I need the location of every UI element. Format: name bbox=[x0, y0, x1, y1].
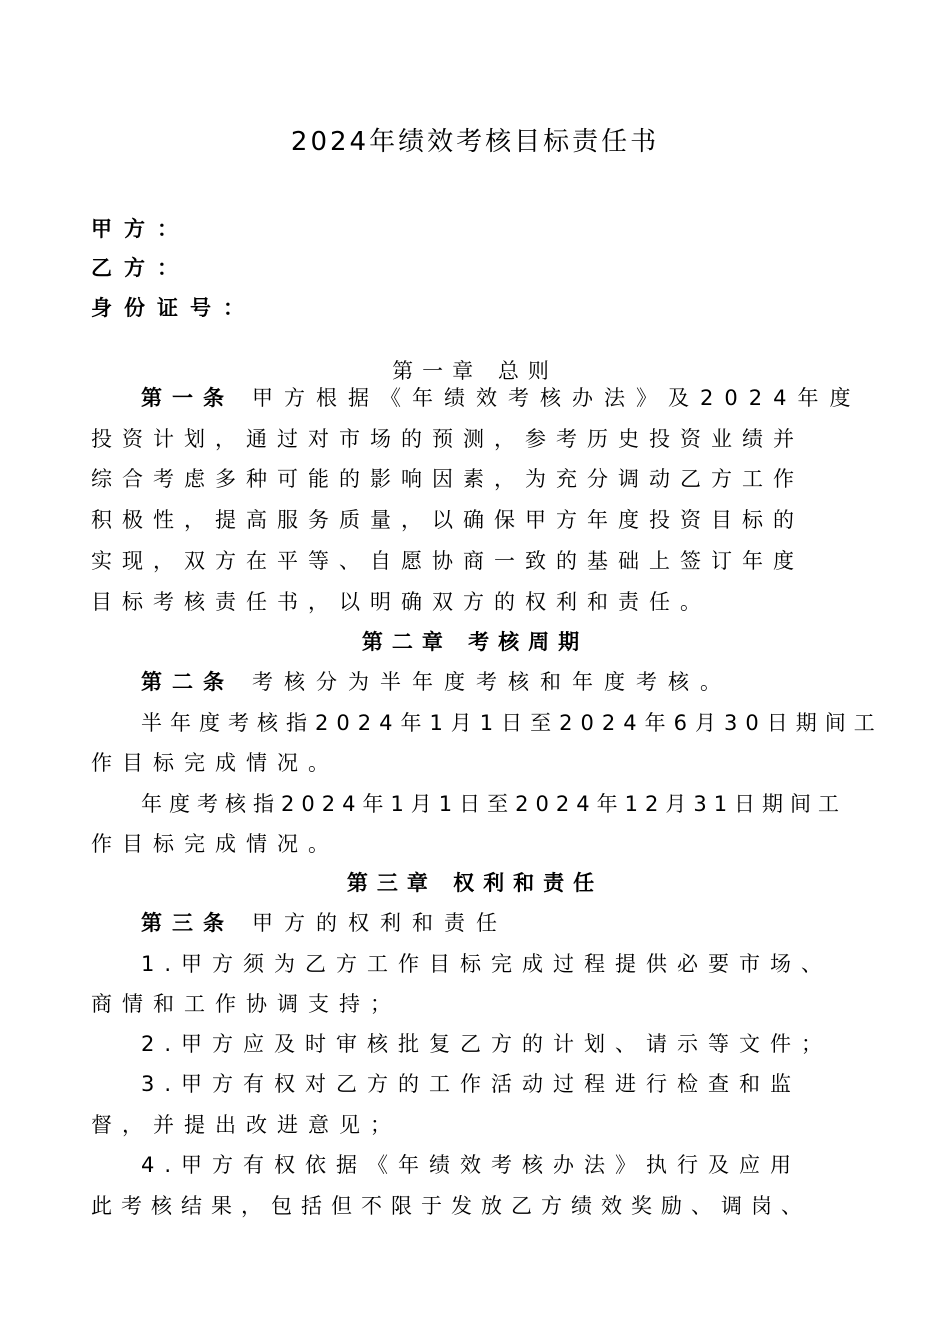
article3-line bbox=[141, 908, 508, 938]
chapter3-line: 3.甲方有权对乙方的工作活动过程进行检查和监 bbox=[141, 1072, 802, 1096]
chapter1-line: 目标考核责任书，以明确双方的权利和责任。 bbox=[91, 590, 711, 614]
article2-text: 考核分为半年度考核和年度考核。 bbox=[252, 670, 732, 694]
party-b-label: 乙方： bbox=[91, 256, 190, 280]
article2-line bbox=[141, 667, 732, 697]
chapter2-heading: 第二章 考核周期 bbox=[361, 630, 589, 654]
party-a-label: 甲方： bbox=[91, 217, 190, 241]
chapter3-heading: 第三章 权利和责任 bbox=[346, 871, 604, 895]
chapter3-line: 1.甲方须为乙方工作目标完成过程提供必要市场、 bbox=[141, 952, 833, 976]
article2-label: 第二条 bbox=[141, 670, 234, 694]
chapter3-line: 4.甲方有权依据《年绩效考核办法》执行及应用 bbox=[141, 1153, 802, 1177]
chapter1-heading: 第一章 总则 bbox=[392, 359, 558, 383]
article3-text: 甲方的权利和责任 bbox=[252, 911, 508, 935]
chapter1-line: 投资计划，通过对市场的预测，参考历史投资业绩并 bbox=[91, 427, 804, 451]
chapter2-line: 半年度考核指2024年1月1日至2024年6月30日期间工 bbox=[141, 711, 883, 735]
chapter2-line: 年度考核指2024年1月1日至2024年12月31日期间工 bbox=[141, 792, 847, 816]
chapter3-line: 督，并提出改进意见； bbox=[91, 1113, 401, 1137]
chapter1-line: 实现，双方在平等、自愿协商一致的基础上签订年度 bbox=[91, 549, 804, 573]
chapter2-line: 作目标完成情况。 bbox=[91, 832, 339, 856]
chapter3-line: 2.甲方应及时审核批复乙方的计划、请示等文件； bbox=[141, 1032, 833, 1056]
chapter2-line: 作目标完成情况。 bbox=[91, 751, 339, 775]
chapter1-line: 积极性，提高服务质量，以确保甲方年度投资目标的 bbox=[91, 508, 804, 532]
chapter3-line: 商情和工作协调支持； bbox=[91, 992, 401, 1016]
chapter1-line: 综合考虑多种可能的影响因素，为充分调动乙方工作 bbox=[91, 467, 804, 491]
article1-label: 第一条 bbox=[141, 386, 234, 410]
page-title: 2024年绩效考核目标责任书 bbox=[290, 127, 660, 157]
article3-label: 第三条 bbox=[141, 911, 234, 935]
chapter1-line: 甲方根据《年绩效考核办法》及2024年度 bbox=[252, 386, 862, 410]
id-number-label: 身份证号： bbox=[91, 296, 256, 320]
chapter3-line: 此考核结果，包括但不限于发放乙方绩效奖励、调岗、 bbox=[91, 1194, 811, 1218]
article1-first-line bbox=[141, 383, 861, 413]
